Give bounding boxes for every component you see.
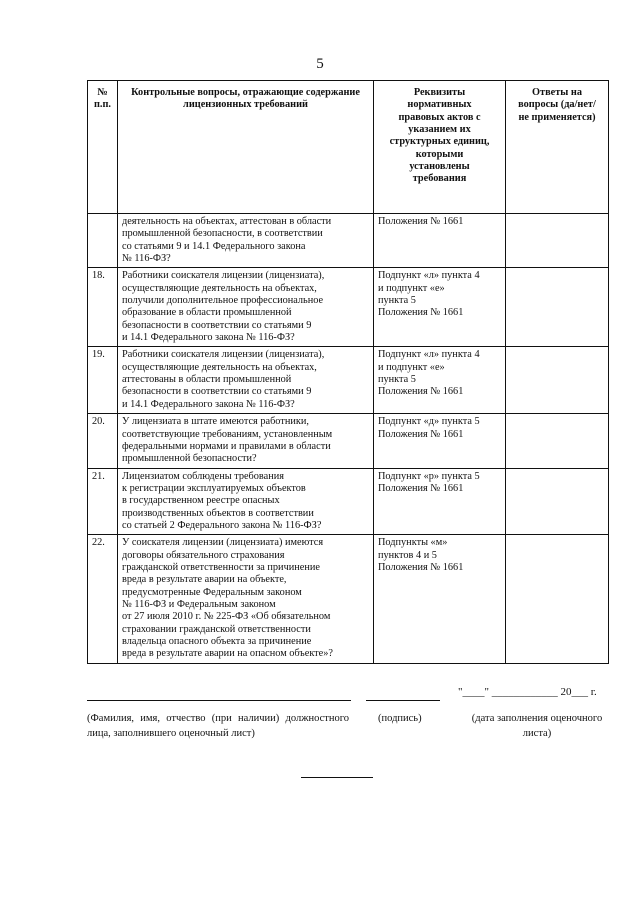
footer-divider — [301, 777, 373, 778]
row-requisites: Положения № 1661 — [374, 214, 506, 268]
table-row — [88, 535, 609, 663]
row-number — [88, 214, 118, 268]
row-question: У лицензиата в штате имеются работники, соответствующие требованиям, установленным федеральными нормами и правилами в области промышленной безопасности? — [118, 414, 374, 468]
checklist-table — [87, 80, 609, 664]
row-answer[interactable] — [506, 214, 609, 268]
table-row — [88, 414, 609, 468]
header-requisites: Реквизиты нормативных правовых актов с указанием их структурных единиц, которыми установлены требования — [374, 81, 506, 214]
row-question: Работники соискателя лицензии (лицензиата), осуществляющие деятельность на объектах, аттестованы в области промышленной безопасности в соответствии со статьями 9 и 14.1 Федерального закона № 116-ФЗ? — [118, 347, 374, 414]
row-requisites: Подпункт «л» пункта 4 и подпункт «е» пункта 5 Положения № 1661 — [374, 347, 506, 414]
row-number: 22. — [88, 535, 118, 663]
row-number: 19. — [88, 347, 118, 414]
header-questions: Контрольные вопросы, отражающие содержание лицензионных требований — [118, 81, 374, 214]
row-answer[interactable] — [506, 347, 609, 414]
date-fill-field[interactable]: "____" ____________ 20___ г. — [458, 686, 597, 698]
row-question: Работники соискателя лицензии (лицензиата), осуществляющие деятельность на объектах, получили дополнительное профессиональное образование в области промышленной безопасности в соответствии со статьями 9 и 14.1 Федерального закона № 116-ФЗ? — [118, 268, 374, 347]
row-requisites: Подпункты «м» пунктов 4 и 5 Положения № 1661 — [374, 535, 506, 663]
header-number: № п.п. — [88, 81, 118, 214]
table-header-row — [88, 81, 609, 214]
header-answers: Ответы на вопросы (да/нет/ не применяется) — [506, 81, 609, 214]
table-row — [88, 468, 609, 535]
row-answer[interactable] — [506, 468, 609, 535]
row-number: 21. — [88, 468, 118, 535]
row-number: 20. — [88, 414, 118, 468]
signature-caption: (подпись) — [378, 713, 422, 724]
table-row — [88, 268, 609, 347]
page-number: 5 — [316, 56, 324, 72]
table-row — [88, 347, 609, 414]
row-question: Лицензиатом соблюдены требования к регистрации эксплуатируемых объектов в государственном реестре опасных производственных объектов в соответствии со статьей 2 Федерального закона № 116-ФЗ? — [118, 468, 374, 535]
row-number: 18. — [88, 268, 118, 347]
row-answer[interactable] — [506, 535, 609, 663]
signature-line[interactable] — [366, 700, 440, 701]
fio-signature-line[interactable] — [87, 700, 351, 701]
row-requisites: Подпункт «л» пункта 4 и подпункт «е» пункта 5 Положения № 1661 — [374, 268, 506, 347]
date-caption: (дата заполнения оценочного листа) — [471, 713, 603, 740]
row-requisites: Подпункт «р» пункта 5 Положения № 1661 — [374, 468, 506, 535]
row-requisites: Подпункт «д» пункта 5 Положения № 1661 — [374, 414, 506, 468]
row-answer[interactable] — [506, 414, 609, 468]
row-question: У соискателя лицензии (лицензиата) имеются договоры обязательного страхования гражданской ответственности за причинение вреда в результате аварии на объекте, предусмотренные Федеральным законом № 116-ФЗ и Федеральным законом от 27 июля 2010 г. № 225-ФЗ «Об обязательном страховании гражданской ответственности владельца опасного объекта за причинение вреда в результате аварии на опасном объекте»? — [118, 535, 374, 663]
row-question: деятельность на объектах, аттестован в области промышленной безопасности, в соответствии со статьями 9 и 14.1 Федерального закона № 116-ФЗ? — [118, 214, 374, 268]
table-row — [88, 214, 609, 268]
row-answer[interactable] — [506, 268, 609, 347]
fio-caption: (Фамилия, имя, отчество (при наличии) должностного лица, заполнившего оценочный лист) — [87, 713, 349, 740]
